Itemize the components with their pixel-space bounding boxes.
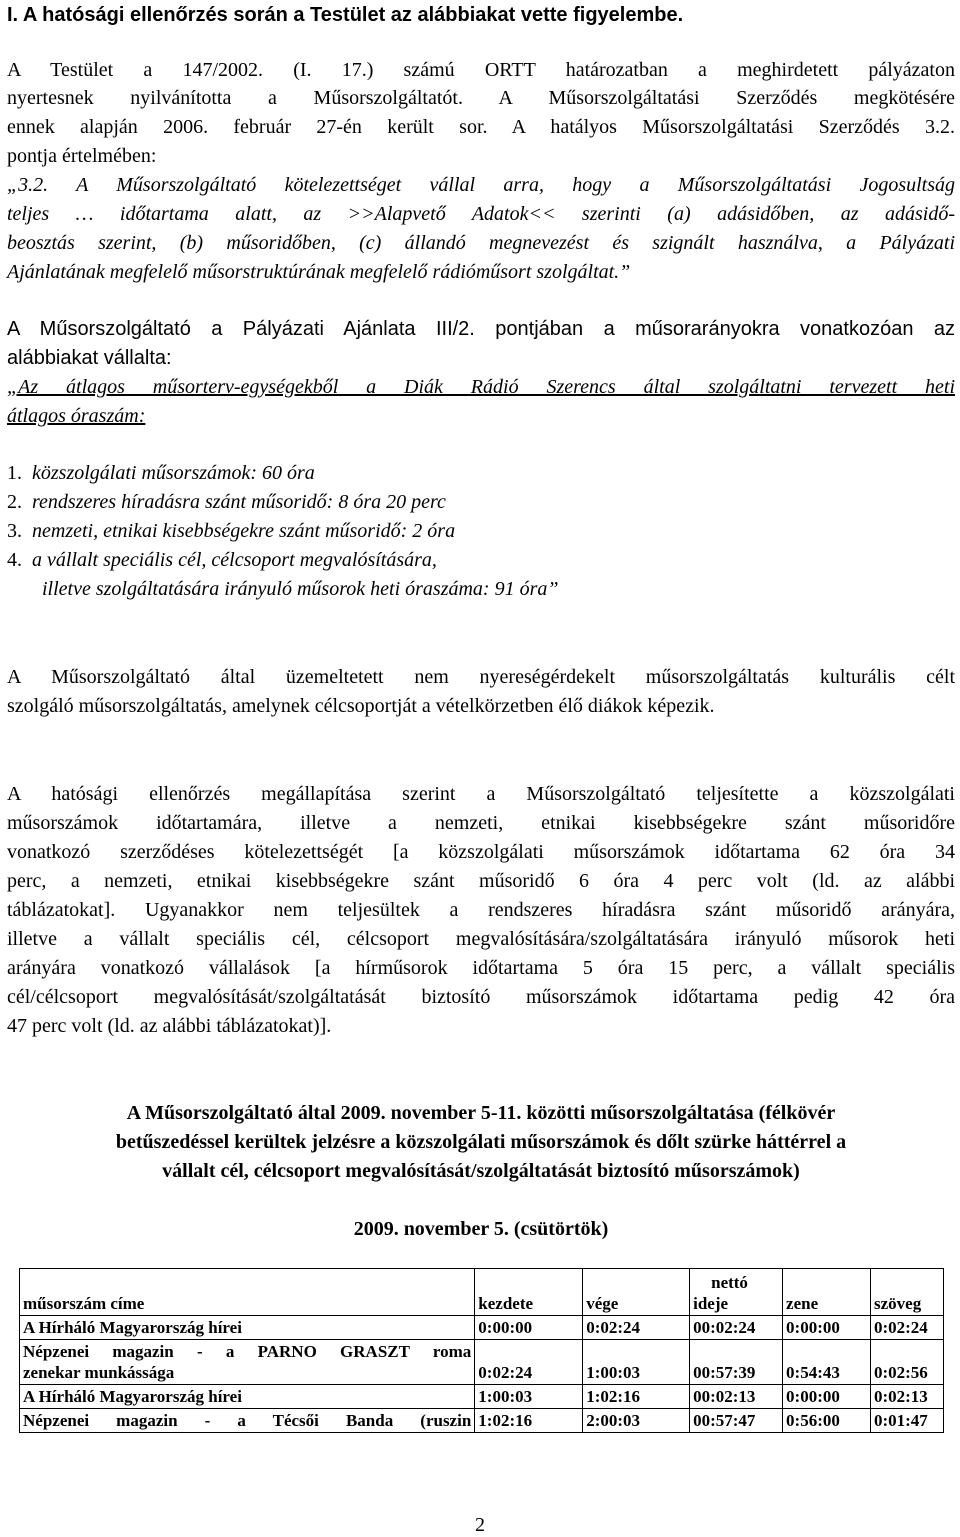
header-text: szöveg [870,1269,943,1316]
table-row [20,1409,944,1433]
cell-end: 2:00:03 [583,1409,690,1433]
table-header-row [20,1269,944,1316]
list-text: közszolgálati műsorszámok: 60 óra [32,462,315,484]
para1-line: A Testület a 147/2002. (I. 17.) számú ORTT határozatban a meghirdetett pályázaton [7,59,955,81]
list-number: 2. [7,491,22,513]
cell-text: 0:02:24 [870,1316,943,1340]
list-text: rendszeres híradásra szánt műsoridő: 8 óra 20 perc [32,491,446,513]
list-text: a vállalt speciális cél, célcsoport megvalósítására, [32,549,437,571]
quote-line [7,172,955,198]
cell-net: 00:02:24 [690,1316,783,1340]
para3-line: A Műsorszolgáltató által üzemeltetett nem nyereségérdekelt műsorszolgáltatás kulturális célt [7,666,955,688]
list-text: nemzeti, etnikai kisebbségekre szánt műsoridő: 2 óra [32,520,456,542]
list-number: 3. [7,520,22,542]
para3-line: szolgáló műsorszolgáltatás, amelynek célcsoportját a vételkörzetben élő diákok képezik. [7,695,715,717]
cell-net: 00:02:13 [690,1385,783,1409]
cell-text: 0:01:47 [870,1409,943,1433]
cell-text: 0:02:13 [870,1385,943,1409]
list-item [7,547,955,573]
header-end: vége [583,1269,690,1316]
schedule-table [19,1268,944,1433]
list-continuation: illetve szolgáltatására irányuló műsorok heti óraszáma: 91 óra” [42,578,559,600]
page-number: 2 [475,1514,485,1536]
header-net-bottom: ideje [693,1294,729,1313]
cell-end: 0:02:24 [583,1316,690,1340]
header-start: kezdete [475,1269,583,1316]
para4-line: táblázatokat]. Ugyanakkor nem teljesültek a rendszeres híradásra szánt műsoridő arányára, [7,899,955,921]
table-row [20,1385,944,1409]
table-row [20,1316,944,1340]
para4-line: műsorszámok időtartamára, illetve a nemzeti, etnikai kisebbségekre szánt műsoridőre [7,812,955,834]
caption-line: vállalt cél, célcsoport megvalósítását/szolgáltatását biztosító műsorszámok) [162,1160,800,1182]
header-title: műsorszám címe [20,1269,475,1316]
cell-start: 1:02:16 [475,1409,583,1433]
section-heading: I. A hatósági ellenőrzés során a Testület az alábbiakat vette figyelembe. [7,4,684,26]
para4-line: arányára vonatkozó vállalások [a hírműsorok időtartama 5 óra 15 perc, a vállalt speciális [7,957,955,979]
cell-title: Népzenei magazin - a Técsői Banda (ruszin [20,1409,475,1433]
cell-start: 0:02:24 [475,1340,583,1385]
para4-line: illetve a vállalt speciális cél, célcsoport megvalósítására/szolgáltatására irányuló műsorok heti [7,928,955,950]
para4-line: cél/célcsoport megvalósítását/szolgáltatását biztosító műsorszámok időtartama pedig 42 óra [7,986,955,1008]
quote-line: teljes … időtartama alatt, az >>Alapvető Adatok<< szerinti (a) adásidőben, az adásidő- [7,203,955,225]
caption-line: betűszedéssel kerültek jelzésre a közszolgálati műsorszámok és dőlt szürke háttérrel a [115,1131,847,1153]
header-music: zene [783,1269,871,1316]
para2-line: A Műsorszolgáltató a Pályázati Ajánlata III/2. pontjában a műsorarányokra vonatkozóan az [7,318,955,340]
quote-text: A Műsorszolgáltató kötelezettséget vállal arra, hogy a Műsorszolgáltatási Jogosultság [48,174,955,196]
cell-title: A Hírháló Magyarország hírei [20,1316,475,1340]
list-number: 4. [7,549,22,571]
para1-line: pontja értelmében: [7,145,157,167]
para4-line: A hatósági ellenőrzés megállapítása szerint a Műsorszolgáltató teljesítette a közszolgálati [7,783,955,805]
cell-music: 0:56:00 [783,1409,871,1433]
cell-music: 0:54:43 [783,1340,871,1385]
cell-music: 0:00:00 [783,1385,871,1409]
quote-line: beosztás szerint, (b) műsoridőben, (c) állandó megnevezést és szignált használva, a Pályázati [7,232,955,254]
cell-net: 00:57:39 [690,1340,783,1385]
cell-title: A Hírháló Magyarország hírei [20,1385,475,1409]
day-title: 2009. november 5. (csütörtök) [353,1218,609,1240]
para4-line: perc, a nemzeti, etnikai kisebbségekre szánt műsoridő 6 óra 4 perc volt (ld. az alábbi [7,870,955,892]
list-item [7,518,955,544]
para4-line: vonatkozó szerződéses kötelezettségét [a közszolgálati műsorszámok időtartama 62 óra 34 [7,841,955,863]
cell-music: 0:00:00 [783,1316,871,1340]
quote2-line: „Az átlagos műsorterv-egységekből a Diák Rádió Szerencs által szolgáltatni tervezett heti [7,376,955,398]
header-net-top: nettó [711,1273,748,1292]
cell-end: 1:00:03 [583,1340,690,1385]
quote2-line: átlagos óraszám: [7,405,146,427]
list-item [7,460,955,486]
para4-line: 47 perc volt (ld. az alábbi táblázatokat)]. [7,1015,332,1037]
cell-title [20,1340,475,1385]
header-net [690,1269,783,1316]
caption-line: A Műsorszolgáltató által 2009. november 5-11. közötti műsorszolgáltatása (félkövér [126,1102,836,1124]
list-item [7,489,955,515]
cell-start: 1:00:03 [475,1385,583,1409]
para2-line: alábbiakat vállalta: [7,347,172,369]
cell-net: 00:57:47 [690,1409,783,1433]
quote-lead: „3.2. [7,174,49,196]
cell-title-line: zenekar munkássága [23,1363,175,1382]
para1-line: ennek alapján 2006. február 27-én került sor. A hatályos Műsorszolgáltatási Szerződés 3.2. [7,116,955,138]
cell-start: 0:00:00 [475,1316,583,1340]
cell-end: 1:02:16 [583,1385,690,1409]
table-row [20,1340,944,1385]
list-number: 1. [7,462,22,484]
cell-title-line: Népzenei magazin - a PARNO GRASZT roma [23,1342,472,1361]
cell-text: 0:02:56 [870,1340,943,1385]
quote-line: Ajánlatának megfelelő műsorstruktúrának megfelelő rádióműsort szolgáltat.” [7,261,631,283]
para1-line: nyertesnek nyilvánította a Műsorszolgáltatót. A Műsorszolgáltatási Szerződés megkötésére [7,87,955,109]
